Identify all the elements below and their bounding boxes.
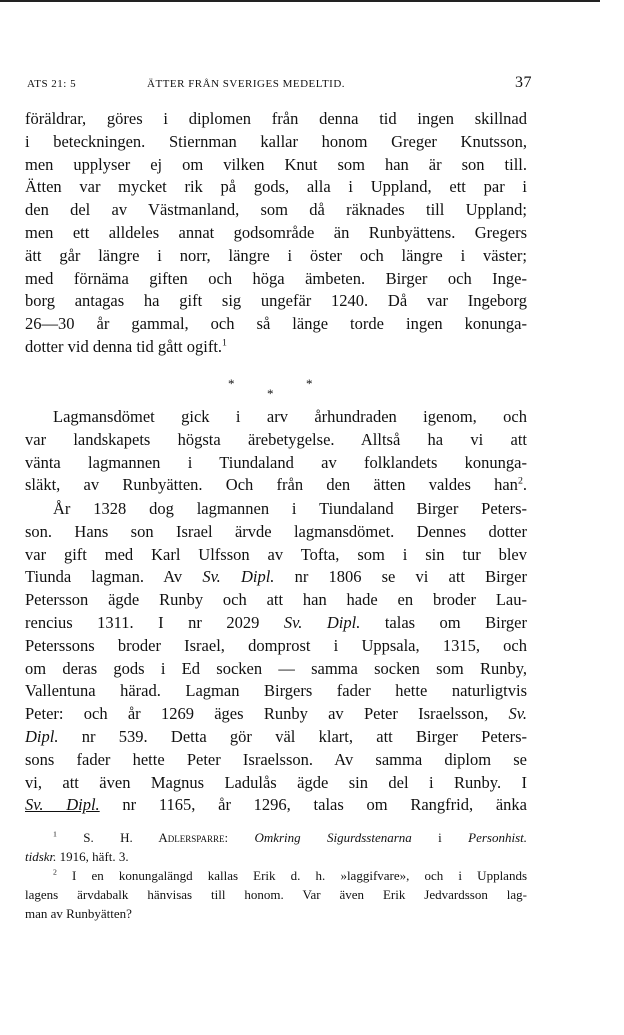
paragraph-3: [25, 498, 527, 817]
footnote-journal: Personhist.: [468, 830, 527, 845]
header-reference: ATS 21: 5: [27, 78, 77, 90]
text-line: 26—30 år gammal, och så länge torde ingen konunga-: [25, 314, 527, 334]
text-fragment: nr 539. Detta gör väl klart, att Birger Peters-: [58, 726, 527, 746]
text-fragment: släkt, av Runbyätten. Och från den ätten valdes han: [25, 475, 518, 495]
footnotes: [25, 828, 527, 923]
footnote-ref-1: 1: [222, 337, 227, 349]
footnote-2-line: [25, 866, 527, 885]
citation-sv: Sv.: [508, 704, 527, 724]
text-line: [25, 726, 527, 749]
footnote-1-line: [25, 847, 527, 866]
text-line: var gift med Karl Ulfsson av Tofta, som i sin tur blev: [25, 544, 527, 564]
text-fragment: nr 1165, år 1296, talas om Rangfrid, änka: [99, 795, 527, 815]
text-fragment: :: [224, 830, 255, 845]
asterisk: *: [228, 376, 235, 391]
text-line: [25, 566, 527, 589]
page-number: 37: [515, 74, 532, 91]
footnote-2-line: lagens ärvdabalk hänvisas till honom. Var även Erik Jedvardsson lag-: [25, 887, 527, 902]
text-line: i beteckningen. Stiernman kallar honom Greger Knutsson,: [25, 131, 527, 151]
text-line: [25, 703, 527, 726]
footnote-author: S. H. Adlersparre: [83, 830, 225, 845]
footnote-title: Omkring Sigurdsstenarna: [254, 830, 412, 845]
text-fragment: 1916, häft. 3.: [56, 849, 129, 864]
text-fragment: Tiunda lagman. Av: [25, 567, 203, 587]
text-line: men upplyser ej om vilken Knut som han är son till.: [25, 154, 527, 174]
text-line: var landskapets högsta ärebetygelse. Alltså ha vi att: [25, 429, 527, 449]
running-header: [27, 74, 532, 94]
text-line: son. Hans son Israel ärvde lagmansdömet. Dennes dotter: [25, 521, 527, 541]
citation-sv-dipl: Sv. Dipl.: [202, 567, 275, 587]
text-line-last: [25, 336, 527, 359]
text-line: År 1328 dog lagmannen i Tiundaland Birger Peters-: [53, 499, 527, 518]
text-line: Peterssons broder Israel, domprost i Uppsala, 1315, och: [25, 635, 527, 655]
text-line: den del av Västmanland, som då räknades till Uppland;: [25, 200, 527, 220]
footnote-ref-2: 2: [517, 475, 523, 487]
paragraph-1: [25, 108, 527, 359]
header-title: ÄTTER FRÅN SVERIGES MEDELTID.: [147, 78, 346, 90]
text-fragment: Peter: och år 1269 äges Runby av Peter Israelsson,: [25, 704, 509, 724]
text-fragment: rencius 1311. I nr 2029: [25, 612, 284, 632]
text-line: om deras gods i Ed socken — samma socken som Runby,: [25, 658, 527, 678]
text-fragment: i: [411, 830, 469, 845]
text-fragment: nr 1806 se vi att Birger: [274, 567, 527, 587]
paragraph-2: [25, 406, 527, 497]
citation-dipl: Dipl.: [25, 726, 59, 746]
footnote-journal: tidskr.: [25, 849, 57, 864]
footnote-1-line: [25, 828, 527, 847]
text-line: föräldrar, göres i diplomen från denna tid ingen skillnad: [25, 109, 527, 128]
text-line: med förnäma giften och höga ämbeten. Birger och Inge-: [25, 268, 527, 288]
section-separator: [220, 376, 330, 400]
text-fragment: I en konungalängd kallas Erik d. h. »laggifvare», och i Upplands: [72, 868, 528, 883]
text-line: Lagmansdömet gick i arv århundraden igenom, och: [53, 407, 527, 426]
text-line: ätt går längre i norr, längre i öster och längre i väster;: [25, 245, 527, 265]
text-line: vänta lagmannen i Tiundaland av folklandets konunga-: [25, 452, 527, 472]
text-line: borg antagas ha gift sig ungefär 1240. Då var Ingeborg: [25, 291, 527, 311]
asterisk: *: [267, 386, 274, 401]
text-line: Ätten var mycket rik på gods, alla i Uppland, ett par i: [25, 177, 527, 197]
text-line: Vallentuna härad. Lagman Birgers fader hette naturligtvis: [25, 681, 527, 701]
footnote-mark: 2: [53, 867, 57, 877]
text-fragment: talas om Birger: [360, 612, 527, 632]
footnote-mark: 1: [53, 829, 57, 839]
citation-sv-dipl: Sv. Dipl.: [25, 795, 100, 815]
text-line-last: släkt, av Runbyätten. Och från den ätten valdes han$^2$.: [25, 475, 527, 495]
asterisk: *: [306, 376, 313, 391]
text-line: sons fader hette Peter Israelsson. Av samma diplom se: [25, 749, 527, 769]
text-line: [25, 794, 527, 817]
citation-sv-dipl: Sv. Dipl.: [283, 612, 361, 632]
text-line: men ett alldeles annat godsområde än Runbyättens. Gregers: [25, 222, 527, 242]
top-rule: [0, 0, 600, 2]
text-line: vi, att även Magnus Ladulås ägde sin del i Runby. I: [25, 772, 527, 792]
text-line: [25, 612, 527, 635]
footnote-2-line: man av Runbyätten?: [25, 906, 132, 921]
text-line: Petersson ägde Runby och att han hade en broder Lau-: [25, 590, 527, 610]
text-fragment: dotter vid denna tid gått ogift.: [25, 336, 223, 356]
